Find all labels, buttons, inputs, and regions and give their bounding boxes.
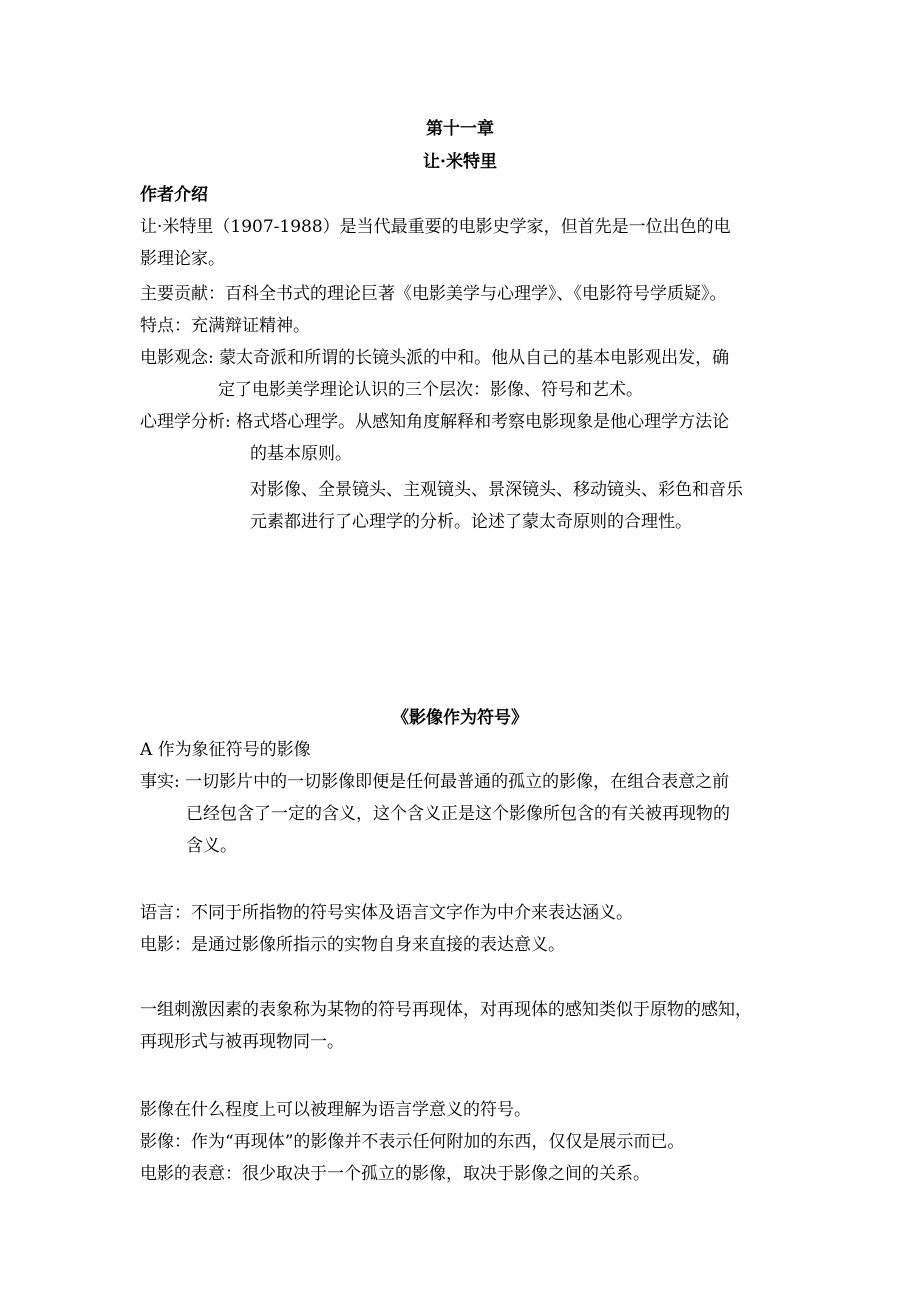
stimulus-line-2: 再现形式与被再现物同一。 xyxy=(140,1032,344,1052)
film-view-line-2: 定了电影美学理论认识的三个层次：影像、符号和艺术。 xyxy=(218,380,643,400)
psych-line-1: 心理学分析: 格式塔心理学。从感知角度解释和考察电影现象是他心理学方法论 xyxy=(140,412,730,432)
fact-line-3: 含义。 xyxy=(186,836,237,856)
bio-line-2: 影理论家。 xyxy=(140,249,225,269)
fact-line-1: 事实: 一切影片中的一切影像即便是任何最普通的孤立的影像，在组合表意之前 xyxy=(140,772,730,792)
language-line: 语言：不同于所指物的符号实体及语言文字作为中介来表达涵义。 xyxy=(140,903,633,923)
section-subheading: A 作为象征符号的影像 xyxy=(140,740,311,760)
intro-heading: 作者介绍 xyxy=(140,185,208,205)
film-view-line-1: 电影观念: 蒙太奇派和所谓的长镜头派的中和。他从自己的基本电影观出发，确 xyxy=(140,348,730,368)
film-line: 电影：是通过影像所指示的实物自身来直接的表达意义。 xyxy=(140,935,565,955)
psych-line-4: 元素都进行了心理学的分析。论述了蒙太奇原则的合理性。 xyxy=(250,512,692,532)
question-line: 影像在什么程度上可以被理解为语言学意义的符号。 xyxy=(140,1100,531,1120)
psych-line-2: 的基本原则。 xyxy=(250,444,352,464)
feature-line: 特点：充满辩证精神。 xyxy=(140,316,310,336)
chapter-number: 第十一章 xyxy=(426,119,494,139)
psych-line-3: 对影像、全景镜头、主观镜头、景深镜头、移动镜头、彩色和音乐 xyxy=(250,480,743,500)
stimulus-line-1: 一组刺激因素的表象称为某物的符号再现体，对再现体的感知类似于原物的感知， xyxy=(140,1000,752,1020)
film-meaning-line: 电影的表意：很少取决于一个孤立的影像，取决于影像之间的关系。 xyxy=(140,1164,650,1184)
fact-line-2: 已经包含了一定的含义，这个含义正是这个影像所包含的有关被再现物的 xyxy=(186,804,730,824)
bio-line-1: 让·米特里（1907-1988）是当代最重要的电影史学家，但首先是一位出色的电 xyxy=(140,217,731,237)
author-name-title: 让·米特里 xyxy=(423,152,497,172)
image-definition-line: 影像：作为“再现体”的影像并不表示任何附加的东西，仅仅是展示而已。 xyxy=(140,1132,685,1152)
section-title: 《影像作为符号》 xyxy=(392,708,528,728)
contribution-line: 主要贡献：百科全书式的理论巨著《电影美学与心理学》、《电影符号学质疑》。 xyxy=(140,284,727,304)
